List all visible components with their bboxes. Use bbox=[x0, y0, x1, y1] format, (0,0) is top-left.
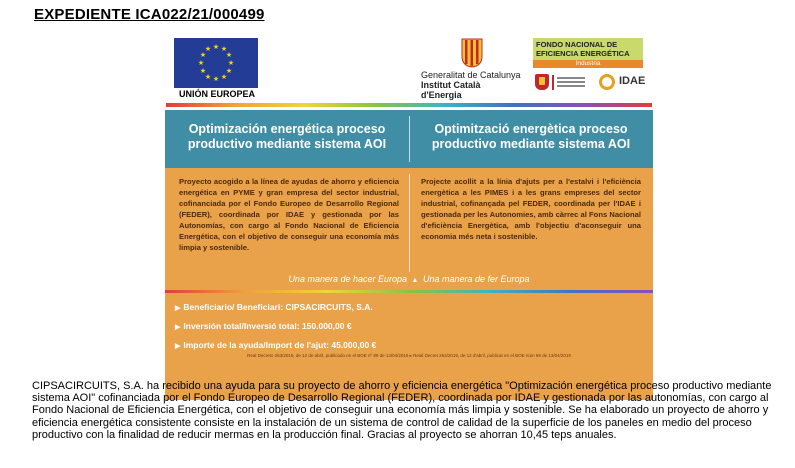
description-paragraph: CIPSACIRCUITS, S.A. ha recibido una ayuda para su proyecto de ahorro y eficiencia energética "Optimización energética proceso productivo mediante sistema AOI" cofinanciada por el Fondo Europeo de Desarrollo Regional (FEDER), coordinada por IDAE y gestionada por las autonomías, con cargo al Fondo Nacional de Eficiencia Energética, con el objetivo de conseguir una economía más limpia y sostenible. Se ha elaborado un proyecto de ahorro y eficiencia energética consistente consiste en la instalación de un sistema de control de calidad de la superficie de los paneles en medio del proceso productivo con la finalidad de reducir mermas en la producción final. Gracias al proyecto se ahorran 10,45 teps anuales. bbox=[32, 380, 772, 441]
svg-text:★: ★ bbox=[212, 44, 220, 51]
gen-line2: Institut Català bbox=[421, 80, 481, 90]
description-ca: Projecte acollit a la línia d'ajuts per a l'estalvi i l'eficiència energètica a les PIMES i a les grans empreses del sector industrial, cofinançada pel FEDER, coordinada per l'IDAE i gestionada per les Autonomies, amb càrrec al Fons Nacional d'eficiència Energètica, amb l'objectiu d'aconseguir una economia més neta i sostenible. bbox=[421, 177, 641, 241]
title-ca-text: Optimització energètica proceso productivo mediante sistema AOI bbox=[431, 122, 631, 151]
info-panel bbox=[165, 110, 653, 372]
title-ca bbox=[409, 122, 653, 152]
ministry-text-icon bbox=[552, 75, 592, 90]
generalitat-logo bbox=[421, 38, 533, 98]
eu-label: UNIÓN EUROPEA bbox=[178, 89, 255, 99]
description-divider bbox=[409, 174, 410, 272]
triangle-icon: ▲ bbox=[411, 277, 419, 284]
slogan bbox=[165, 274, 653, 284]
expediente-number: EXPEDIENTE ICA022/21/000499 bbox=[34, 6, 265, 23]
arrow-icon: ▶ bbox=[175, 343, 181, 350]
body-band bbox=[165, 168, 653, 400]
svg-text:★: ★ bbox=[220, 74, 228, 81]
description-es: Proyecto acogido a la línea de ayudas de ahorro y eficiencia energética en PYME y gran empresa del sector industrial, cofinanciada por el Fondo Europeo de Desarrollo Regional (FEDER), coordinada por IDAE y gestionada por las Autonomías, con cargo al Fondo Nacional de Eficiencia Energética, con el objetivo de conseguir una economía más limpia y sostenible. bbox=[179, 177, 399, 252]
fnee-line1: FONDO NACIONAL DE bbox=[536, 40, 618, 49]
svg-text:★: ★ bbox=[199, 68, 207, 75]
eu-flag-icon bbox=[174, 38, 258, 88]
fnee-title bbox=[533, 38, 643, 60]
svg-text:★: ★ bbox=[199, 52, 207, 59]
fnee-industria: Industria bbox=[533, 60, 643, 68]
rainbow-divider bbox=[166, 103, 652, 107]
idae-icon bbox=[599, 74, 615, 90]
svg-text:★: ★ bbox=[225, 68, 233, 75]
svg-text:★: ★ bbox=[204, 46, 212, 53]
svg-text:★: ★ bbox=[212, 76, 220, 83]
svg-text:★: ★ bbox=[197, 60, 205, 67]
fnee-logo bbox=[533, 38, 646, 96]
importe-text: Importe de la ayuda/Import de l'ajut: 45.000,00 € bbox=[183, 340, 377, 350]
slogan-es: Una manera de hacer Europa bbox=[288, 274, 408, 284]
inversion-text: Inversión total/Inversió total: 150.000,00 € bbox=[183, 321, 352, 331]
title-es bbox=[165, 122, 409, 152]
eu-logo bbox=[174, 38, 260, 98]
rainbow-divider-inner bbox=[165, 290, 653, 293]
arrow-icon: ▶ bbox=[175, 305, 181, 312]
beneficiario-text: Beneficiario/ Beneficiari: CIPSACIRCUITS, S.A. bbox=[183, 302, 373, 312]
title-es-text: Optimización energética proceso productivo mediante sistema AOI bbox=[187, 122, 387, 151]
svg-text:★: ★ bbox=[204, 74, 212, 81]
svg-text:★: ★ bbox=[225, 52, 233, 59]
gen-line3: d'Energia bbox=[421, 90, 462, 100]
generalitat-text bbox=[421, 70, 521, 100]
inversion-row bbox=[175, 317, 376, 336]
title-band bbox=[165, 110, 653, 168]
spain-shield-icon bbox=[535, 74, 549, 90]
idae-label: IDAE bbox=[619, 75, 646, 87]
legal-note: Real Decreto 263/2019, de 12 de abril, publicado en el BOE nº 89 de 13/04/2019 ▸ Reial Decret 263/2019, de 12 d'abril, publicat en el BOE núm 89 de 13/04/2019 bbox=[247, 353, 571, 358]
gen-line1: Generalitat de Catalunya bbox=[421, 70, 521, 80]
arrow-icon: ▶ bbox=[175, 324, 181, 331]
funding-info bbox=[175, 298, 376, 355]
slogan-ca: Una manera de fer Europa bbox=[422, 274, 530, 284]
svg-text:★: ★ bbox=[227, 60, 235, 67]
beneficiario-row bbox=[175, 298, 376, 317]
generalitat-icon bbox=[461, 38, 483, 73]
fnee-bottom bbox=[533, 72, 646, 94]
fnee-line2: EFICIENCIA ENERGÉTICA bbox=[536, 49, 630, 58]
svg-text:★: ★ bbox=[220, 46, 228, 53]
